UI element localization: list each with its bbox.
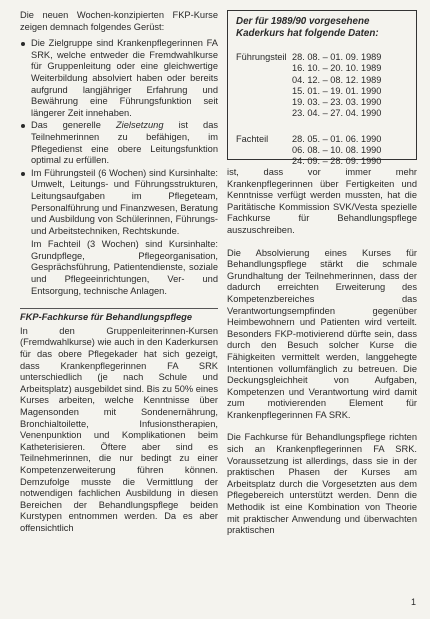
right-body <box>227 167 417 537</box>
bullet-list <box>20 38 218 237</box>
bullet-item: Im Führungsteil (6 Wochen) sind Kursinhalte: Umwelt, Leitungs- und Führungsstrukturen, Leitungsaufgaben im Pflegeteam, Personalführung und Finanzwesen, Beratung und Ausbildung von Schülerinnen, Führungs- und Arbeitstechniken, Rechtskunde. <box>20 168 218 238</box>
right-paragraph: Die Fachkurse für Behandlungspflege richten sich an Krankenpflegerinnen FA SRK. Voraussetzung ist allerdings, dass sie in der praktischen Phasen der Kurses am Arbeitsplatz durch die Vorgesetzten aus dem Pflegebereich unterstützt werden. Denn die Methodik ist eine Kombination von Theorie mit praktischer Anwendung und überwachten praktischen <box>227 432 417 536</box>
bullet-dot-icon <box>21 42 25 46</box>
bullet-item: Die Zielgruppe sind Krankenpflegerinnen FA SRK, welche entweder die Fremdwahlkurse für Gruppenleitung oder eine gleichwertige Weiterbildung absolviert haben oder bereits aufgrund langjähriger Erfahrung und Bewährung eine Führungsfunktion seit längerer Zeit innehaben. <box>20 38 218 119</box>
intro-paragraph: Die neuen Wochen-konzipierten FKP-Kurse zeigen demnach folgendes Gerüst: <box>20 10 218 32</box>
schedule-date: 19. 03. – 23. 03. 1990 <box>292 97 382 108</box>
bullet-item: Das generelle Zielsetzung ist das Teilnehmerinnen zu befähigen, im Pflegedienst eine obere Leitungsfunktion optimal zu erfüllen. <box>20 120 218 166</box>
schedule-date: 28. 05. – 01. 06. 1990 <box>292 133 382 144</box>
schedule-table <box>236 52 408 168</box>
schedule-date: 23. 04. – 27. 04. 1990 <box>292 108 382 119</box>
section-heading: FKP-Fachkurse für Behandlungspflege <box>20 308 218 324</box>
left-column <box>20 10 218 535</box>
schedule-group <box>236 52 408 120</box>
schedule-box <box>227 10 417 167</box>
right-column <box>227 10 417 537</box>
schedule-group <box>236 134 408 168</box>
schedule-date: 06. 08. – 10. 08. 1990 <box>292 145 382 156</box>
schedule-date: 04. 12. – 08. 12. 1989 <box>292 74 382 85</box>
schedule-date: 24. 09. – 28. 09. 1990 <box>292 156 382 167</box>
schedule-box-title: Der für 1989/90 vorgesehene Kaderkurs hat folgende Daten: <box>236 16 379 39</box>
bullet-dot-icon <box>21 172 25 176</box>
schedule-date: 28. 08. – 01. 09. 1989 <box>292 52 382 62</box>
schedule-dates <box>292 52 381 120</box>
schedule-date: 15. 01. – 19. 01. 1990 <box>292 85 382 96</box>
right-paragraph: Die Absolvierung eines Kurses für Behandlungspflege stärkt die schmale Grundhaltung der Teilnehmerinnen, dass der dadurch erreichten Erweiterung des Kompetenzbereiches das Verantwortungsempfinden gegenüber Heimbewohnern und Patienten wird verteilt. Besonders FKP-motivierend dürfte sein, dass durch den Besuch solcher Kurse die Fähigkeiten vermittelt werden, langgehegte Intentionen vollumfänglich zu betreuen. Die Deckungsgleichheit von Aufgaben, Kompetenzen und Verantwortung wird damit zum motivierenden Element für Krankenpflegerinnen FA SRK. <box>227 247 417 420</box>
schedule-location: Führungsteil <box>236 52 287 62</box>
bullet-sub-paragraph: Im Fachteil (3 Wochen) sind Kursinhalte: Grundpflege, Pflegeorganisation, Gesprächsführung, Patientendienste, soziale und Pflegeeinrichtungen, Ver- und Entsorgung, technische Anlagen. <box>31 239 218 296</box>
right-paragraph: ist, dass vor immer mehr Krankenpflegerinnen über Fertigkeiten und Kenntnisse verfügt werden mussten, hat die Paritätische Kommission SVK/Vesta spezielle Fachkurse für Behandlungspflege auszuschreiben. <box>227 167 417 235</box>
page-mark: 1 <box>410 597 416 607</box>
schedule-dates <box>292 134 381 168</box>
schedule-date: 16. 10. – 20. 10. 1989 <box>292 63 382 74</box>
schedule-location: Fachteil <box>236 133 269 144</box>
section-body: In den Gruppenleiterinnen-Kursen (Fremdwahlkurse) wie auch in den Kaderkursen für das obere Pflegekader hat sich gezeigt, dass Krankenpflegerinnen FA SRK unterschiedlich (je nach Schule und Arbeitsplatz) ausgebildet sind. Bis zu 50% eines Kurses arbeiten, welche Kenntnisse über Magensonden mit Sondenernährung, Bronchialtoilette, Infusionstherapien, Venenpunktion und Komplikationen beim Katheterisieren. Öftere aber sind es Teilnehmerinnen, die nur bedingt zu einer Kompetenzerweiterung führen können. Demzufolge musste die Vermittlung der notwendigen fachlichen Ausbildung in diesen Bereichen der Behandlungspflege beiden Kurstypen entnommen werden. Da es aber offensichtlich <box>20 325 218 533</box>
bullet-dot-icon <box>21 124 25 128</box>
